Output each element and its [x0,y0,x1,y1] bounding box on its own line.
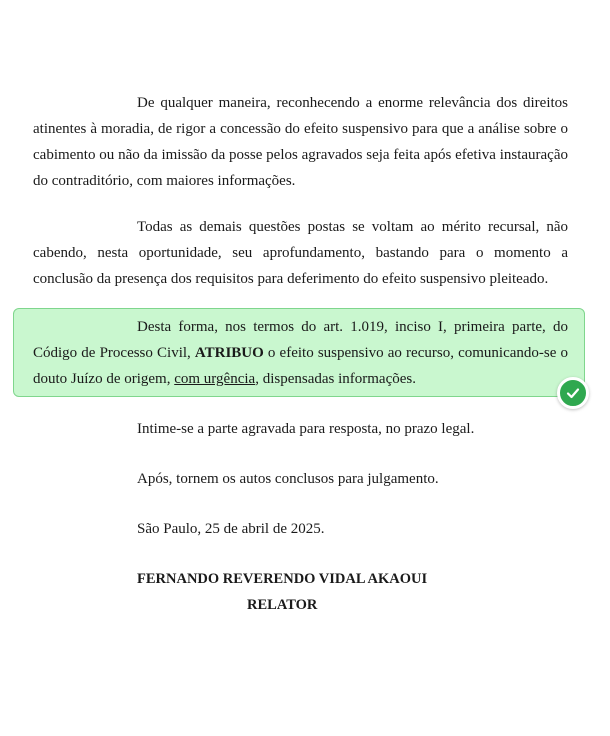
paragraph-moradia: De qualquer maneira, reconhecendo a enorme relevância dos direitos atinentes à moradia, de rigor a concessão do efeito suspensivo para que a análise sobre o cabimento ou não da imissão da posse pelos agravados seja feita após efetiva instauração do contraditório, com maiores informações. [33,95,568,189]
signature-title: RELATOR [247,597,318,613]
date-line: São Paulo, 25 de abril de 2025. [137,521,325,537]
signature-name: FERNANDO REVERENDO VIDAL AKAOUI [137,571,428,587]
decision-text-middle: o efeito suspensivo ao recurso, comunicando-se o douto Juízo de origem, [33,345,568,387]
decision-text-start: Desta forma, nos termos do art. 1.019, inciso I, primeira parte, do Código de Processo Civil, [33,319,568,361]
paragraph-conclusos: Após, tornem os autos conclusos para julgamento. [137,471,439,487]
decision-keyword: ATRIBUO [194,345,264,361]
paragraph-intime: Intime-se a parte agravada para resposta, no prazo legal. [137,421,475,437]
check-circle-icon[interactable] [557,377,589,409]
decision-text-end: , dispensadas informações. [255,371,416,387]
urgency-text: com urgência [174,371,256,387]
checkmark-icon [565,385,581,401]
paragraph-merito: Todas as demais questões postas se voltam ao mérito recursal, não cabendo, nesta oportunidade, seu aprofundamento, bastando para o momento a conclusão da presença dos requisitos para deferimento do efeito suspensivo pleiteado. [33,219,568,287]
paragraph-decision [33,314,568,392]
